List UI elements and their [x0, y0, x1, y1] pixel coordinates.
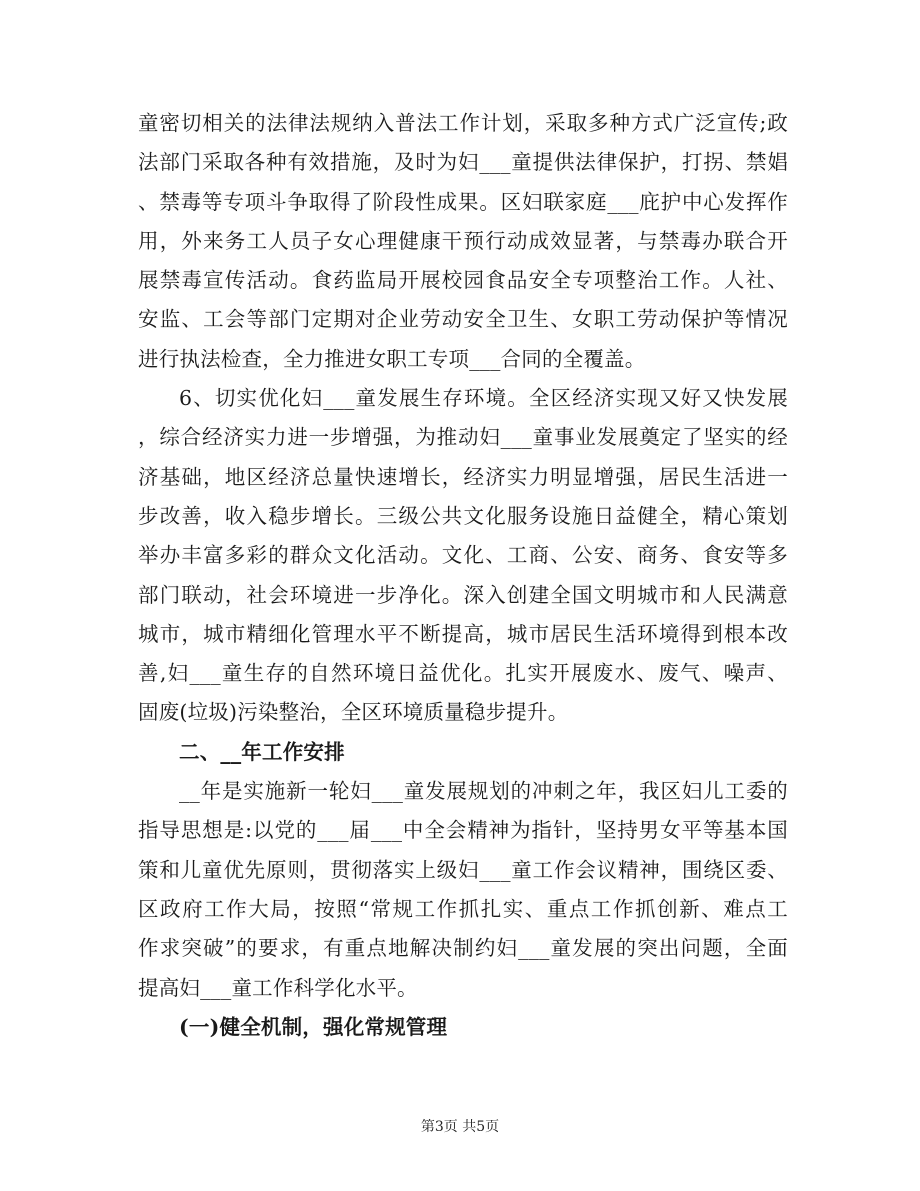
paragraph-1 — [138, 104, 788, 379]
text-line: 善,妇___童生存的自然环境日益优化。扎实开展废水、废气、噪声、 — [138, 661, 788, 686]
text-line: 童密切相关的法律法规纳入普法工作计划，采取多种方式广泛宣传;政 — [138, 111, 788, 135]
text-line: 进行执法检查，全力推进女职工专项___合同的全覆盖。 — [138, 346, 646, 371]
text-line: 安监、工会等部门定期对企业劳动安全卫生、女职工劳动保护等情况 — [138, 307, 788, 332]
page-number: 第3页 共5页 — [420, 1119, 500, 1135]
text-line: 区政府工作大局，按照“常规工作抓扎实、重点工作抓创新、难点工 — [138, 896, 788, 921]
text-line: 步改善，收入稳步增长。三级公共文化服务设施日益健全，精心策划 — [138, 503, 788, 528]
text-line: 济基础，地区经济总量快速增长，经济实力明显增强，居民生活进一 — [138, 464, 788, 489]
subsection-heading: (一)健全机制，强化常规管理 — [179, 1014, 448, 1039]
text-line: 作求突破”的要求，有重点地解决制约妇___童发展的突出问题，全面 — [138, 936, 788, 961]
text-line: 法部门采取各种有效措施，及时为妇___童提供法律保护，打拐、禁娼 — [138, 150, 788, 175]
text-line: 提高妇___童工作科学化水平。 — [138, 975, 418, 1000]
text-line: 指导思想是:以党的___届___中全会精神为指针，坚持男女平等基本国 — [138, 818, 788, 843]
paragraph-2 — [138, 379, 788, 733]
text-line: ，综合经济实力进一步增强，为推动妇___童事业发展奠定了坚实的经 — [138, 425, 788, 450]
text-line: 城市，城市精细化管理水平不断提高，城市居民生活环境得到根本改 — [138, 621, 788, 646]
text-line: 用，外来务工人员子女心理健康干预行动成效显著，与禁毒办联合开 — [138, 228, 788, 253]
text-line: 展禁毒宣传活动。食药监局开展校园食品安全专项整治工作。人社、 — [138, 268, 788, 293]
section-heading: 二、__年工作安排 — [179, 739, 345, 764]
text-line: 举办丰富多彩的群众文化活动。文化、工商、公安、商务、食安等多 — [138, 543, 788, 568]
paragraph-3 — [138, 772, 788, 1008]
text-line: __年是实施新一轮妇___童发展规划的冲刺之年，我区妇儿工委的 — [179, 779, 788, 804]
text-line: 固废(垃圾)污染整治，全区环境质量稳步提升。 — [138, 700, 569, 725]
text-line: 6、切实优化妇___童发展生存环境。全区经济实现又好又快发展 — [179, 386, 788, 411]
text-line: 策和儿童优先原则，贯彻落实上级妇___童工作会议精神，围绕区委、 — [138, 857, 788, 882]
text-line: 部门联动，社会环境进一步净化。深入创建全国文明城市和人民满意 — [138, 582, 788, 607]
document-body — [138, 104, 788, 1047]
text-line: 、禁毒等专项斗争取得了阶段性成果。区妇联家庭___庇护中心发挥作 — [138, 189, 788, 214]
